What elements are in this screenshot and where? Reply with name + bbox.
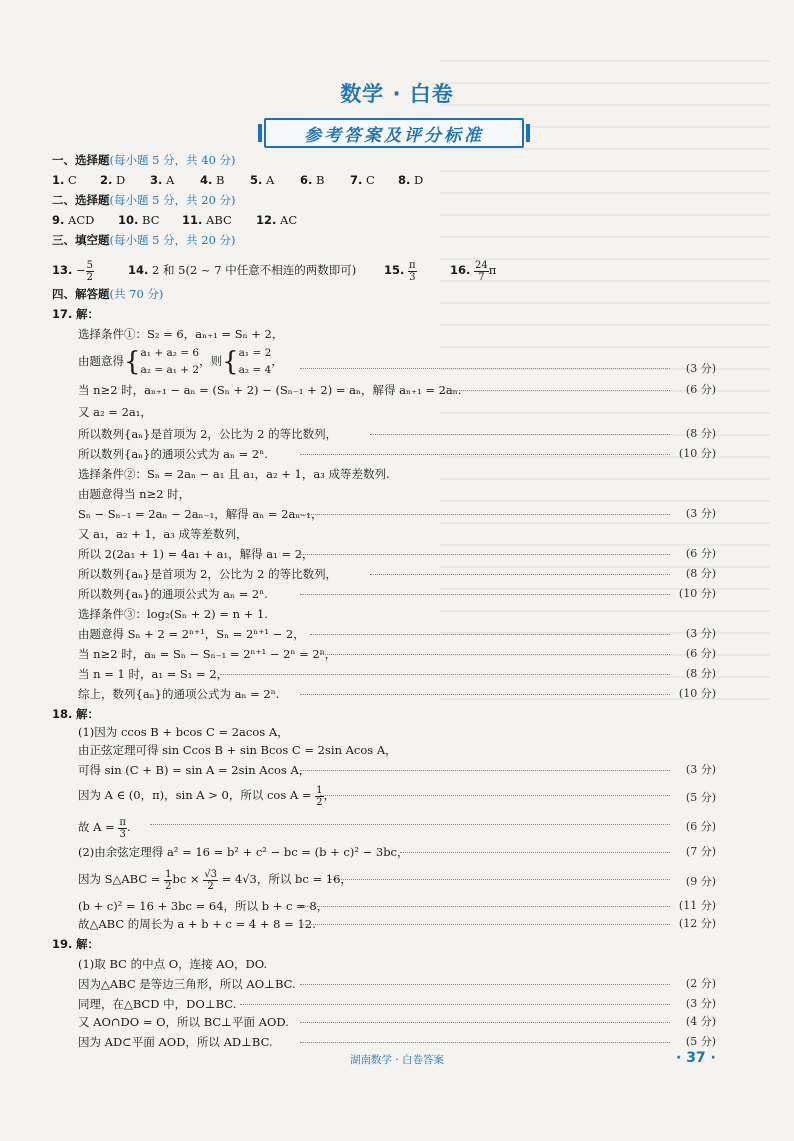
section-heading: 二、选择题(每小题 5 分，共 20 分) [52, 193, 236, 207]
solution-line: 当 n = 1 时，a₁ = S₁ = 2， (8 分) [78, 667, 716, 681]
solution-line: 选择条件①：S₂ = 6，aₙ₊₁ = Sₙ + 2， [78, 327, 284, 341]
page-number: · 37 · [676, 1050, 716, 1066]
solution-line: 选择条件②：Sₙ = 2aₙ − a₁ 且 a₁，a₂ + 1，a₃ 成等差数列. [78, 467, 390, 481]
solution-line: 由题意得 Sₙ + 2 = 2ⁿ⁺¹，Sₙ = 2ⁿ⁺¹ − 2， (3 分) [78, 627, 716, 641]
solution-line: (b + c)² = 16 + 3bc = 64，所以 b + c = 8， (11 分) [78, 899, 716, 913]
solution-line: 所以数列{aₙ}的通项公式为 aₙ = 2ⁿ. (10 分) [78, 587, 716, 601]
solution-line: 因为 AD⊂平面 AOD，所以 AD⊥BC. (5 分) [78, 1035, 716, 1049]
section-heading: 四、解答题(共 70 分) [52, 287, 164, 301]
solution-line: 同理，在△BCD 中，DO⊥BC. (3 分) [78, 997, 716, 1011]
solution-line: 当 n≥2 时，aₙ = Sₙ − Sₙ₋₁ = 2ⁿ⁺¹ − 2ⁿ = 2ⁿ， (6 分) [78, 647, 716, 661]
solution-line: 可得 sin (C + B) = sin A = 2sin Acos A， (3 分) [78, 763, 716, 777]
solution-line: (1)因为 ccos B + bcos C = 2acos A， [78, 725, 289, 739]
fill-in-row: 13. − $\frac{5}{2}$ 14. 2 和 5(2 ~ 7 中任意不相连的两数即可) 15. $\frac{\pi}{3}$ 16. $\frac{24}{7}$ π [52, 259, 497, 283]
solution-line: 由正弦定理可得 sin Ccos B + sin Bcos C = 2sin Acos A， [78, 743, 397, 757]
solution-line: 所以数列{aₙ}是首项为 2，公比为 2 的等比数列， (8 分) [78, 427, 716, 441]
solution-line: 又 a₁，a₂ + 1，a₃ 成等差数列， [78, 527, 248, 541]
section-heading: 一、选择题(每小题 5 分，共 40 分) [52, 153, 236, 167]
solution-line: 由题意得当 n≥2 时， [78, 487, 191, 501]
solution-line: 所以 2(2a₁ + 1) = 4a₁ + a₁，解得 a₁ = 2， (6 分) [78, 547, 716, 561]
solution-line: 综上，数列{aₙ}的通项公式为 aₙ = 2ⁿ. (10 分) [78, 687, 716, 701]
solution-line: 又 a₂ = 2a₁， [78, 405, 152, 419]
solution-line: (1)取 BC 的中点 O，连接 AO，DO. [78, 957, 268, 971]
answer-banner: 参考答案及评分标准 [264, 118, 524, 148]
solution-line: 故 A = $\frac{\pi}{3}$ . (6 分) [78, 816, 716, 840]
solution-line: 故△ABC 的周长为 a + b + c = 4 + 8 = 12. (12 分) [78, 917, 716, 931]
question-18-heading: 18. 解： [52, 707, 100, 721]
mc-row-2: 9. ACD 10. BC 11. ABC 12. AC [52, 213, 298, 227]
page-title: 数学 · 白卷 [340, 82, 454, 106]
solution-line: 由题意得{a₁ + a₂ = 6 a₂ = a₁ + 2，则{a₁ = 2 a₂ = 4， (3 分) [78, 347, 716, 377]
solution-line: Sₙ − Sₙ₋₁ = 2aₙ − 2aₙ₋₁，解得 aₙ = 2aₙ₋₁， (3 分) [78, 507, 716, 521]
solution-line: (2)由余弦定理得 a² = 16 = b² + c² − bc = (b + c)² − 3bc， (7 分) [78, 845, 716, 859]
mc-row-1: 1. C 2. D 3. A 4. B 5. A 6. B 7. C 8. D [52, 173, 424, 187]
solution-line: 所以数列{aₙ}的通项公式为 aₙ = 2ⁿ. (10 分) [78, 447, 716, 461]
solution-line: 因为 A ∈ (0，π)，sin A > 0，所以 cos A = $\frac{1}{2}$ ， (5 分) [78, 784, 716, 808]
solution-line: 又 AO∩DO = O，所以 BC⊥平面 AOD. (4 分) [78, 1015, 716, 1029]
solution-line: 所以数列{aₙ}是首项为 2，公比为 2 的等比数列， (8 分) [78, 567, 716, 581]
page-footer: 湖南数学 · 白卷答案 [349, 1054, 444, 1066]
solution-line: 因为△ABC 是等边三角形，所以 AO⊥BC. (2 分) [78, 977, 716, 991]
solution-line: 因为 S△ABC = $\frac{1}{2}$ bc × $\frac{√3}{2}$ = 4√3，所以 bc = 16， (9 分) [78, 868, 716, 892]
question-19-heading: 19. 解： [52, 937, 100, 951]
solution-line: 当 n≥2 时，aₙ₊₁ − aₙ = (Sₙ + 2) − (Sₙ₋₁ + 2) = aₙ，解得 aₙ₊₁ = 2aₙ. (6 分) [78, 383, 716, 397]
solution-line: 选择条件③：log₂(Sₙ + 2) = n + 1. [78, 607, 268, 621]
section-heading: 三、填空题(每小题 5 分，共 20 分) [52, 233, 236, 247]
question-17-heading: 17. 解： [52, 307, 100, 321]
